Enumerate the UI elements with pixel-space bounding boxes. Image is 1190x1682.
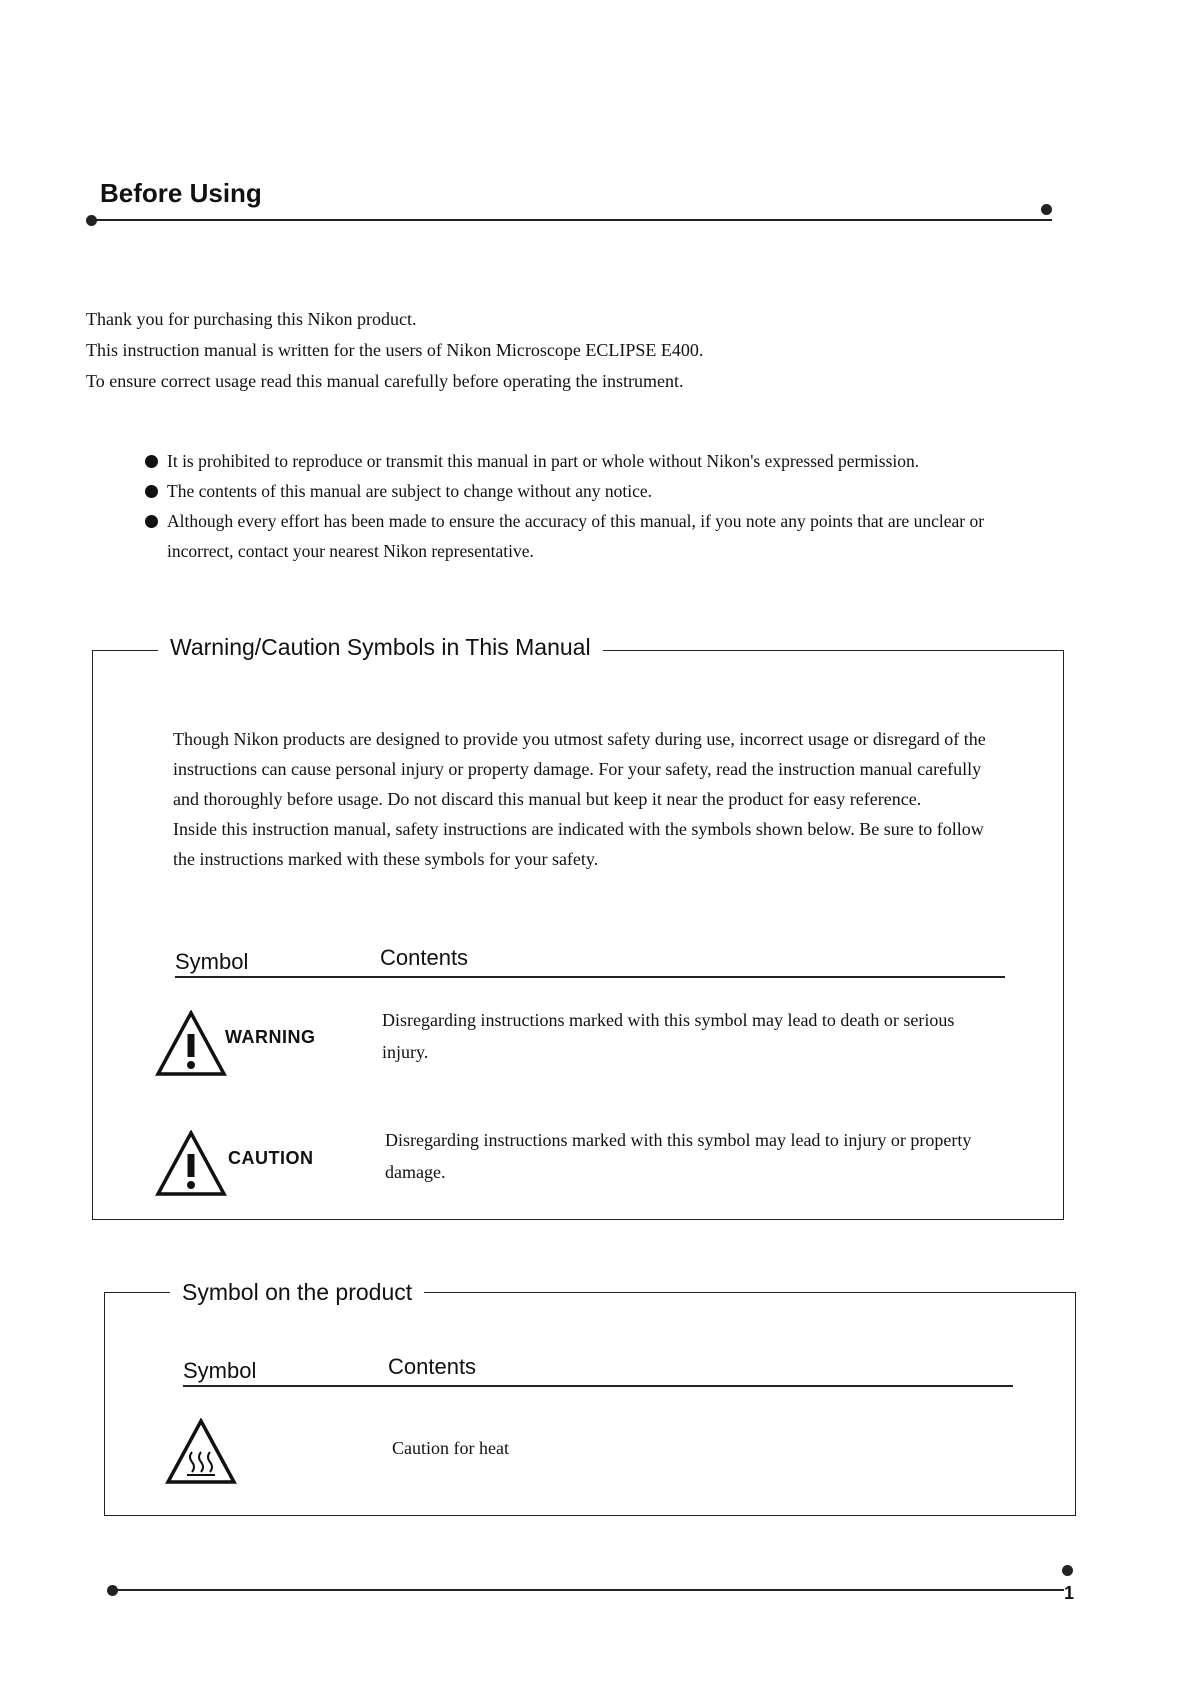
- contents-column-header: Contents: [388, 1354, 477, 1379]
- page-title: Before Using: [100, 178, 262, 208]
- header-rule-right-dot: [1041, 204, 1052, 215]
- heat-warning-icon: [165, 1418, 237, 1486]
- product-symbols-title: Symbol on the product: [170, 1279, 424, 1306]
- footer-rule-right-dot: [1062, 1565, 1073, 1576]
- symbol-column-header: Symbol: [175, 949, 249, 974]
- warning-contents: Disregarding instructions marked with this symbol may lead to death or serious injury.: [382, 1010, 955, 1062]
- bullet-icon: [145, 485, 158, 498]
- footer-rule: [114, 1589, 1064, 1591]
- manual-symbols-title: Warning/Caution Symbols in This Manual: [158, 634, 603, 661]
- table-header-rule: [175, 976, 1005, 978]
- table-header-rule: [183, 1385, 1013, 1387]
- intro-line: This instruction manual is written for the users of Nikon Microscope ECLIPSE E400.: [86, 340, 704, 360]
- heat-contents: Caution for heat: [392, 1438, 509, 1458]
- intro-line: Thank you for purchasing this Nikon product.: [86, 309, 417, 329]
- description-paragraph: Inside this instruction manual, safety instructions are indicated with the symbols shown below. Be sure to follow the instructions marked with these symbols for your safety.: [173, 819, 984, 869]
- contents-column-header: Contents: [380, 945, 469, 970]
- header-rule: [92, 219, 1052, 221]
- notice-text: The contents of this manual are subject to change without any notice.: [167, 481, 652, 501]
- notice-item: [145, 476, 1015, 506]
- notice-item: [145, 446, 1015, 476]
- caution-contents: Disregarding instructions marked with this symbol may lead to injury or property damage.: [385, 1130, 972, 1182]
- page-number: 1: [1064, 1583, 1075, 1603]
- warning-triangle-icon: [155, 1010, 227, 1078]
- intro-line: To ensure correct usage read this manual carefully before operating the instrument.: [86, 371, 684, 391]
- warning-label: WARNING: [225, 1027, 316, 1047]
- description-paragraph: Though Nikon products are designed to provide you utmost safety during use, incorrect usage or disregard of the instructions can cause personal injury or property damage. For your safety, read the instruction manual carefully and thoroughly before usage. Do not discard this manual but keep it near the product for easy reference.: [173, 729, 986, 809]
- symbol-column-header: Symbol: [183, 1358, 257, 1383]
- intro-text: [86, 304, 703, 397]
- bullet-icon: [145, 515, 158, 528]
- bullet-icon: [145, 455, 158, 468]
- manual-symbols-description: [173, 724, 993, 874]
- notice-text: Although every effort has been made to ensure the accuracy of this manual, if you note any points that are unclear or incorrect, contact your nearest Nikon representative.: [167, 511, 985, 561]
- notice-text: It is prohibited to reproduce or transmit this manual in part or whole without Nikon's expressed permission.: [167, 451, 920, 471]
- caution-triangle-icon: [155, 1130, 227, 1198]
- notice-list: [145, 446, 1015, 566]
- notice-item: [145, 506, 1027, 566]
- caution-label: CAUTION: [228, 1148, 314, 1168]
